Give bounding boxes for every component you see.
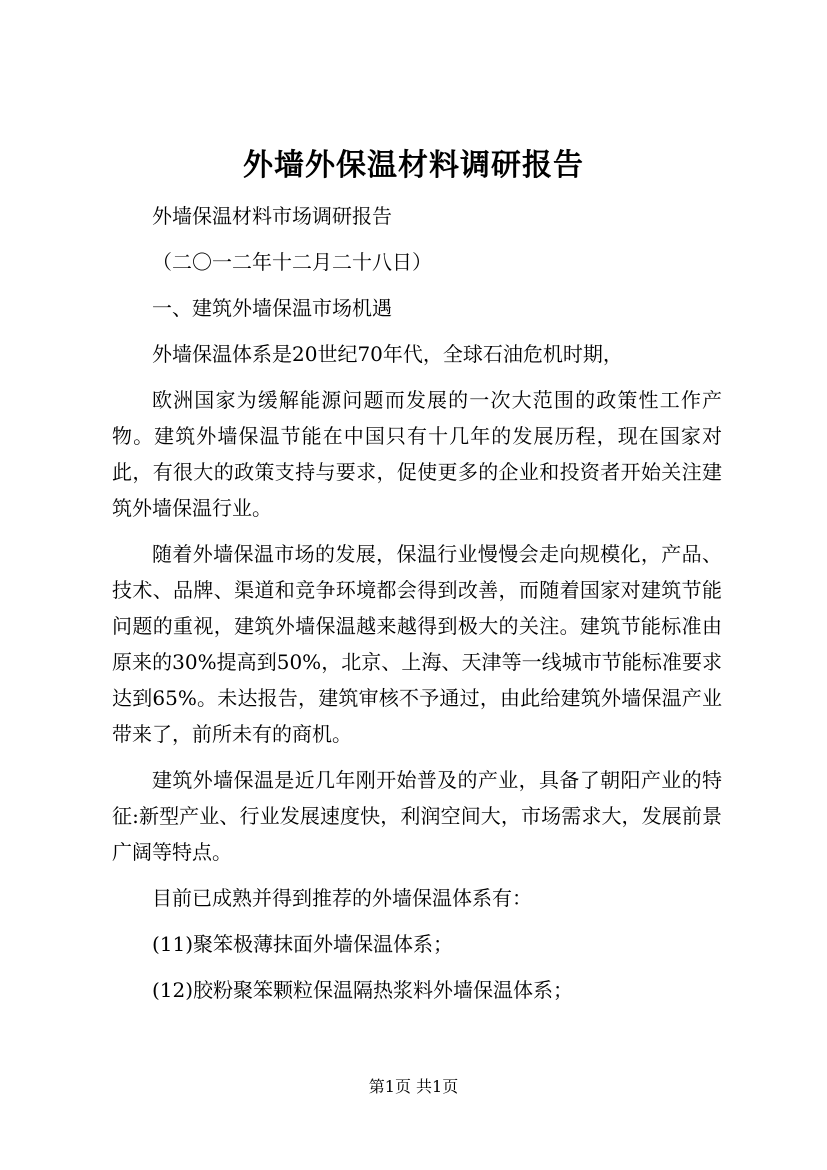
paragraph-industry-features: 建筑外墙保温是近几年刚开始普及的产业，具备了朝阳产业的特征:新型产业、行业发展速度快，利润空间大，市场需求大，发展前景广阔等特点。 (112, 768, 722, 864)
paragraph-europe-origin: 欧洲国家为缓解能源问题而发展的一次大范围的政策性工作产物。建筑外墙保温节能在中国只有十几年的发展历程，现在国家对此，有很大的政策支持与要求，促使更多的企业和投资者开始关注建筑外墙保温行业。 (112, 388, 722, 520)
paragraph-systems-intro: 目前已成熟并得到推荐的外墙保温体系有： (152, 886, 532, 910)
document-body (112, 198, 722, 1018)
document-title: 外墙外保温材料调研报告 (243, 148, 584, 183)
report-subtitle: 外墙保温材料市场调研报告 (152, 204, 392, 228)
list-item-system-11: (11)聚笨极薄抹面外墙保温体系； (152, 932, 454, 956)
paragraph-intro: 外墙保温体系是20世纪70年代，全球石油危机时期， (152, 342, 623, 366)
section-heading: 一、建筑外墙保温市场机遇 (152, 296, 392, 320)
page-number-footer: 第1页 共1页 (368, 1077, 459, 1096)
list-item-system-12: (12)胶粉聚笨颗粒保温隔热浆料外墙保温体系； (152, 978, 574, 1002)
paragraph-market-development: 随着外墙保温市场的发展，保温行业慢慢会走向规模化，产品、技术、品牌、渠道和竞争环境都会得到改善，而随着国家对建筑节能问题的重视，建筑外墙保温越来越得到极大的关注。建筑节能标准由原来的30%提高到50%，北京、上海、天津等一线城市节能标准要求达到65%。未达报告，建筑审核不予通过，由此给建筑外墙保温产业带来了，前所未有的商机。 (112, 542, 722, 746)
report-date: （二〇一二年十二月二十八日） (152, 250, 432, 274)
